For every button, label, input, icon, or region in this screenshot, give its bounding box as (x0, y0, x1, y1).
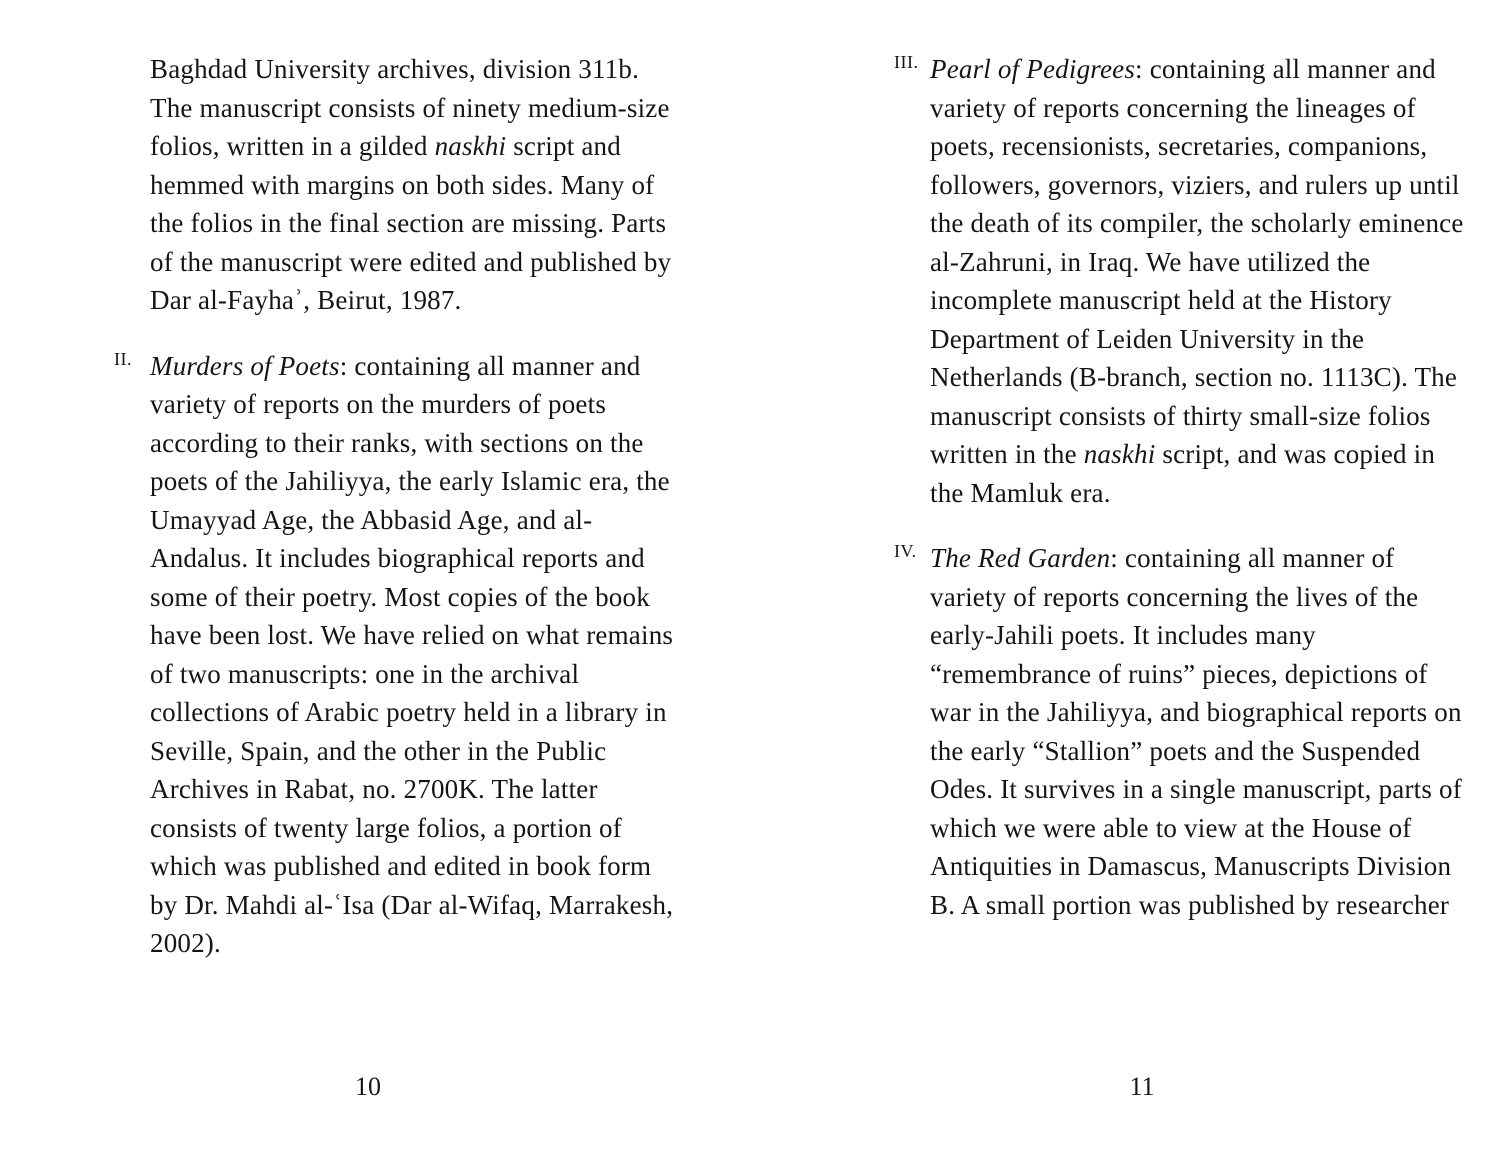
manuscript-entry (114, 347, 685, 963)
page-number: 11 (1129, 1072, 1155, 1101)
text-segment: Pearl of Pedigrees (930, 54, 1136, 84)
manuscript-entry (894, 539, 1465, 924)
text-segment: The Red Garden (930, 543, 1111, 573)
text-segment: : containing all manner of variety of reports concerning the lives of the early-Jahili poets. It includes many “remembrance of ruins” pieces, depictions of war in the Jahiliyya, and biographical reports on the early “Stallion” poets and the Suspended Odes. It survives in a single manuscript, parts of which we were able to view at the House of Antiquities in Damascus, Manuscripts Division B. A small portion was published by researcher (930, 543, 1462, 920)
text-segment: naskhi (434, 131, 507, 161)
text-segment: Baghdad University archives, division 311b. The manuscript consists of ninety medium-size folios, written in a gilded (150, 54, 670, 161)
text-segment: : containing all manner and variety of reports concerning the lineages of poets, recensionists, secretaries, companions, followers, governors, viziers, and rulers up until the death of its compiler, the scholarly eminence al-Zahruni, in Iraq. We have utilized the incomplete manuscript held at the History Department of Leiden University in the Netherlands (B-branch, section no. 1113C). The manuscript consists of thirty small-size folios written in the (930, 54, 1464, 469)
paragraph (150, 50, 685, 320)
text-segment: script and hemmed with margins on both sides. Many of the folios in the final section are missing. Parts of the manuscript were edited and published by Dar al-Fayhaʾ, Beirut, 1987. (150, 131, 672, 315)
page-left (114, 50, 685, 990)
text-segment: script, and was copied in the Mamluk era. (930, 439, 1436, 508)
page-right (894, 50, 1465, 951)
manuscript-entry (894, 50, 1465, 512)
paragraph (930, 50, 1465, 512)
text-segment: naskhi (1083, 439, 1156, 469)
item-numeral: IV. (894, 541, 917, 561)
item-numeral: III. (894, 52, 919, 72)
item-numeral: II. (114, 348, 132, 369)
text-segment: Murders of Poets (150, 350, 340, 381)
paragraph (930, 539, 1465, 924)
page-number: 10 (355, 1072, 381, 1101)
manuscript-entry (150, 50, 685, 320)
paragraph (150, 347, 685, 963)
text-segment: : containing all manner and variety of reports on the murders of poets according to their ranks, with sections on the poets of the Jahiliyya, the early Islamic era, the Umayyad Age, the Abbasid Age, and al-Andalus. It includes biographical reports and some of their poetry. Most copies of the book have been lost. We have relied on what remains of two manuscripts: one in the archival collections of Arabic poetry held in a library in Seville, Spain, and the other in the Public Archives in Rabat, no. 2700K. The latter consists of twenty large folios, a portion of which was published and edited in book form by Dr. Mahdi al-ʿIsa (Dar al-Wifaq, Marrakesh, 2002). (150, 350, 674, 958)
